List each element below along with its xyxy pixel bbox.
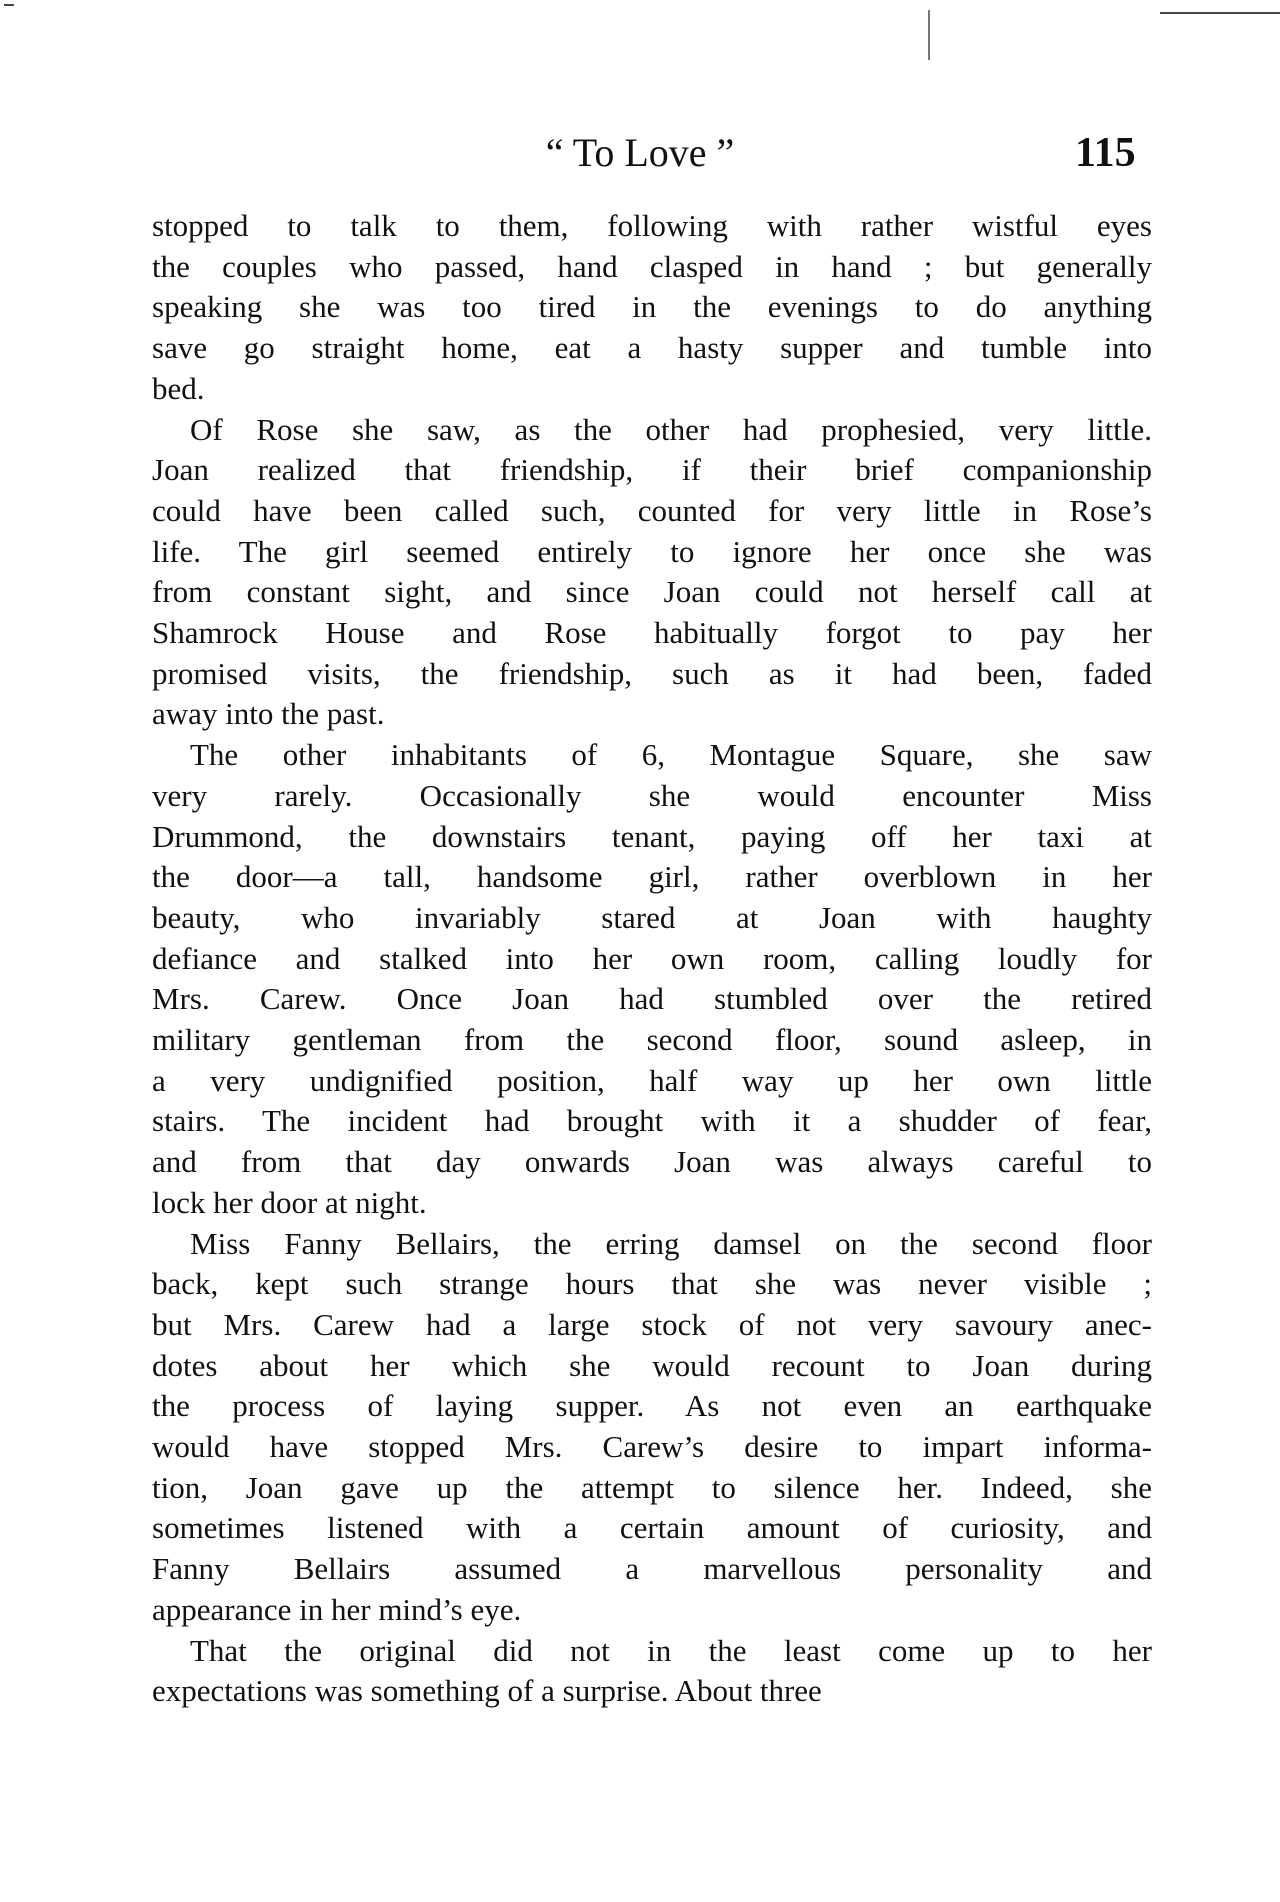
text-line: beauty, who invariably stared at Joan with haughty [152, 899, 1152, 935]
text-line: would have stopped Mrs. Carew’s desire to impart informa- [152, 1429, 1152, 1464]
paragraph-first-line: Miss Fanny Bellairs, the erring damsel on the second floor [190, 1225, 1152, 1261]
scan-mark [928, 10, 930, 60]
text-line: defiance and stalked into her own room, calling loudly for [152, 940, 1152, 976]
text-line: away into the past. [152, 696, 385, 732]
text-line: save go straight home, eat a hasty supper and tumble into [152, 330, 1152, 366]
text-line: from constant sight, and since Joan could not herself call at [152, 574, 1152, 610]
text-line: could have been called such, counted for very little in Rose’s [152, 492, 1152, 528]
text-line: speaking she was too tired in the evenings to do anything [152, 289, 1152, 325]
text-line: lock her door at night. [152, 1184, 427, 1220]
text-line: Drummond, the downstairs tenant, paying off her taxi at [152, 818, 1152, 854]
text-line: and from that day onwards Joan was always careful to [152, 1144, 1152, 1180]
text-line: Shamrock House and Rose habitually forgot to pay her [152, 615, 1152, 650]
text-line: promised visits, the friendship, such as it had been, faded [152, 655, 1152, 691]
text-line: but Mrs. Carew had a large stock of not very savoury anec- [152, 1306, 1152, 1342]
page-number: 115 [1075, 130, 1136, 176]
text-line: a very undignified position, half way up her own little [152, 1062, 1152, 1098]
text-line: bed. [152, 370, 205, 406]
text-line: the door—a tall, handsome girl, rather overblown in her [152, 859, 1152, 895]
text-line: Mrs. Carew. Once Joan had stumbled over the retired [152, 981, 1152, 1017]
running-head-title: “ To Love ” [545, 130, 735, 175]
text-line: expectations was something of a surprise. About three [152, 1673, 822, 1709]
scan-rule [1160, 12, 1280, 14]
paragraph-first-line: The other inhabitants of 6, Montague Square, she saw [190, 737, 1152, 773]
paragraph-first-line: That the original did not in the least come up to her [190, 1632, 1152, 1668]
text-line: life. The girl seemed entirely to ignore her once she was [152, 533, 1152, 569]
text-line: dotes about her which she would recount to Joan during [152, 1347, 1152, 1383]
text-line: appearance in her mind’s eye. [152, 1591, 522, 1627]
paragraph-first-line: stopped to talk to them, following with rather wistful eyes [152, 208, 1152, 243]
text-line: very rarely. Occasionally she would encounter Miss [152, 777, 1152, 813]
text-line: military gentleman from the second floor, sound asleep, in [152, 1022, 1152, 1057]
text-line: the process of laying supper. As not even an earthquake [152, 1388, 1152, 1424]
text-line: the couples who passed, hand clasped in hand ; but generally [152, 248, 1152, 284]
text-line: Joan realized that friendship, if their brief companionship [152, 452, 1152, 488]
text-line: back, kept such strange hours that she was never visible ; [152, 1266, 1152, 1302]
text-line: Fanny Bellairs assumed a marvellous personality and [152, 1551, 1152, 1587]
text-line: stairs. The incident had brought with it a shudder of fear, [152, 1103, 1152, 1139]
scan-mark [4, 4, 14, 6]
text-line: tion, Joan gave up the attempt to silence her. Indeed, she [152, 1469, 1152, 1505]
text-line: sometimes listened with a certain amount of curiosity, and [152, 1510, 1152, 1546]
paragraph-first-line: Of Rose she saw, as the other had prophesied, very little. [190, 411, 1152, 447]
